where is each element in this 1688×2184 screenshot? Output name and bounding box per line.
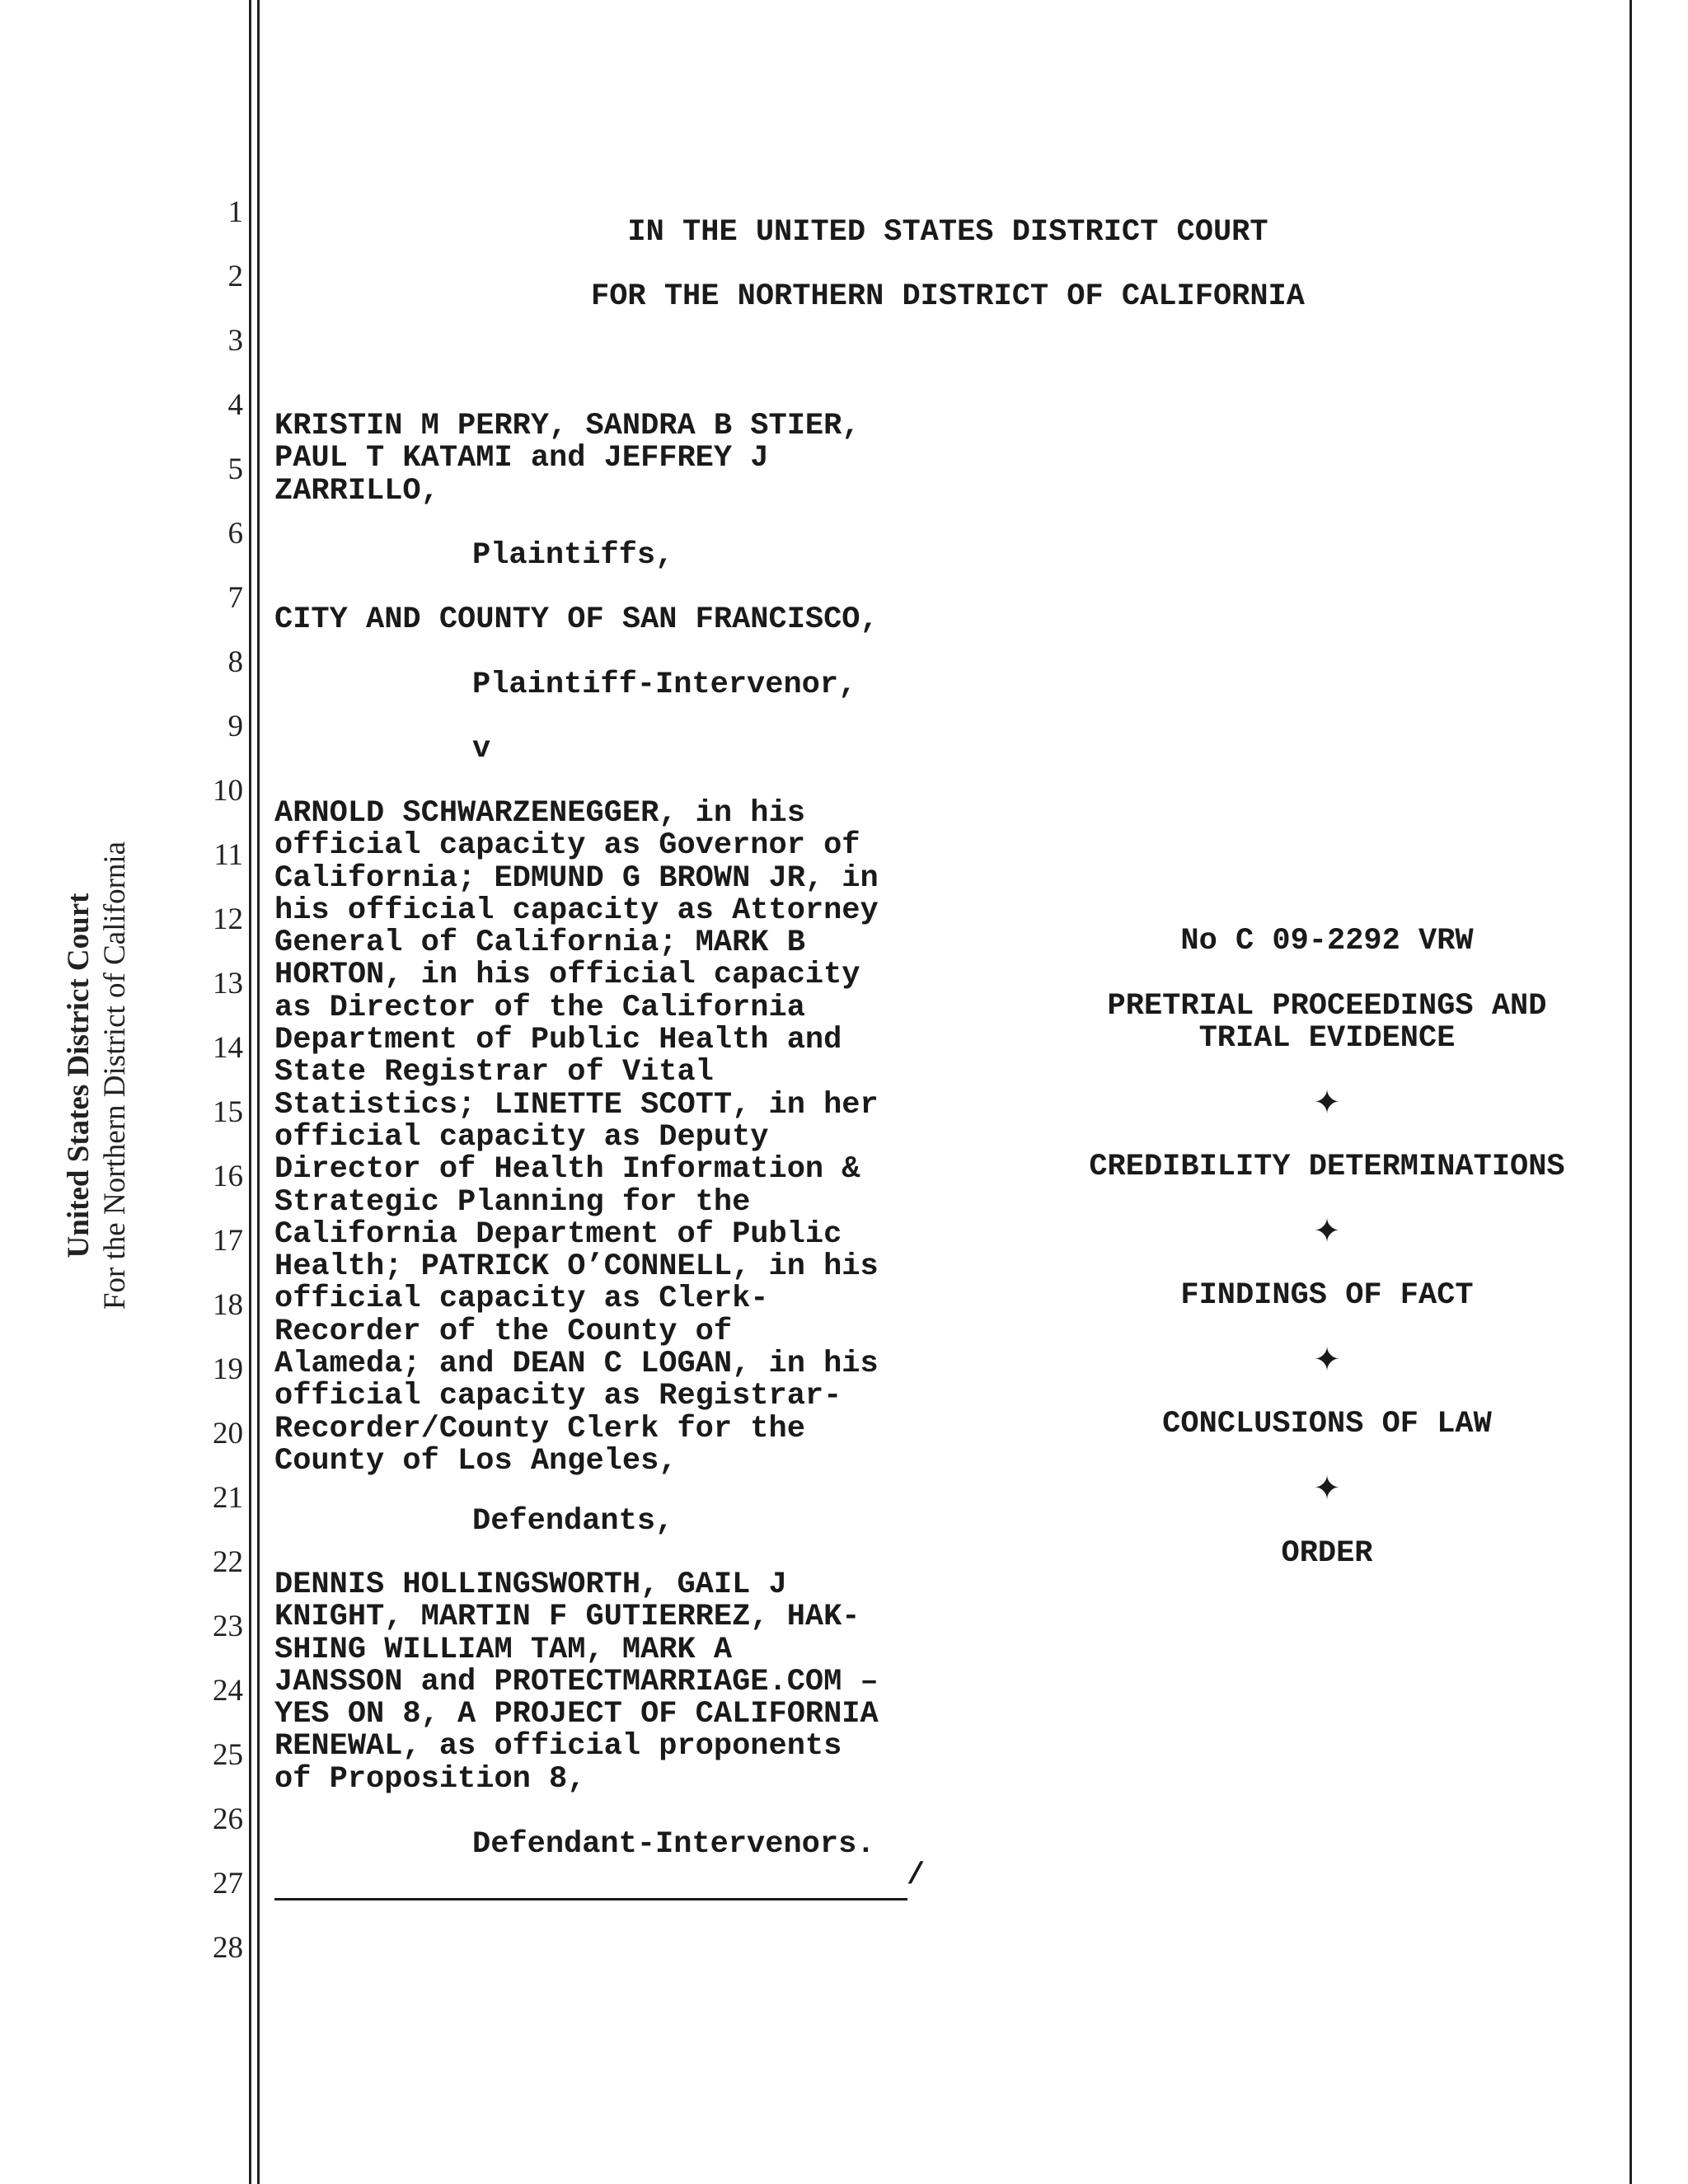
line-number: 3 <box>227 324 243 358</box>
margin-district-name: For the Northern District of California <box>98 841 132 1310</box>
party-line: YES ON 8, A PROJECT OF CALIFORNIA <box>274 1697 879 1732</box>
party-line: CITY AND COUNTY OF SAN FRANCISCO, <box>274 602 879 637</box>
section-title-trial-evidence: TRIAL EVIDENCE <box>1198 1021 1456 1056</box>
line-number: 21 <box>213 1481 243 1515</box>
party-line: official capacity as Governor of <box>274 828 860 864</box>
party-line: official capacity as Clerk- <box>274 1282 769 1317</box>
court-title-line-2: FOR THE NORTHERN DISTRICT OF CALIFORNIA <box>591 279 1305 314</box>
line-number: 9 <box>227 710 243 743</box>
line-number: 7 <box>227 581 243 615</box>
line-number: 8 <box>227 645 243 679</box>
defendant-intervenors-role: Defendant-Intervenors. <box>472 1827 875 1862</box>
line-number: 10 <box>213 774 243 808</box>
caption-closing-slash: / <box>907 1858 926 1893</box>
line-number: 22 <box>213 1545 243 1579</box>
party-line: State Registrar of Vital <box>274 1055 714 1090</box>
line-number: 19 <box>213 1352 243 1386</box>
margin-court-name: United States District Court <box>62 893 96 1258</box>
party-line: General of California; MARK B <box>274 926 805 961</box>
party-line: his official capacity as Attorney <box>274 893 879 928</box>
party-line: PAUL T KATAMI and JEFFREY J <box>274 441 769 476</box>
line-number: 25 <box>213 1738 243 1772</box>
party-line: Statistics; LINETTE SCOTT, in her <box>274 1087 879 1122</box>
line-number: 12 <box>213 902 243 936</box>
party-line: KRISTIN M PERRY, SANDRA B STIER, <box>274 409 860 443</box>
star-separator-icon: ✦ <box>1313 1084 1341 1122</box>
line-number: 5 <box>227 452 243 486</box>
defendants-role: Defendants, <box>472 1504 674 1539</box>
party-line: Department of Public Health and <box>274 1023 842 1058</box>
line-number: 26 <box>213 1802 243 1836</box>
line-number: 11 <box>213 838 243 872</box>
line-number: 15 <box>213 1095 243 1129</box>
defendants-block <box>274 798 959 1478</box>
line-number-column <box>165 0 243 2184</box>
line-number: 13 <box>213 967 243 1001</box>
party-line: ZARRILLO, <box>274 473 439 509</box>
party-line: County of Los Angeles, <box>274 1443 678 1479</box>
party-line: official capacity as Registrar- <box>274 1379 842 1414</box>
case-number: No C 09-2292 VRW <box>1180 924 1474 958</box>
party-line: as Director of the California <box>274 990 805 1025</box>
star-separator-icon: ✦ <box>1313 1341 1341 1379</box>
court-title-line-1: IN THE UNITED STATES DISTRICT COURT <box>627 215 1268 250</box>
line-number: 2 <box>227 260 243 293</box>
line-number: 14 <box>213 1031 243 1065</box>
line-number: 18 <box>213 1288 243 1322</box>
party-line: of Proposition 8, <box>274 1761 586 1797</box>
line-number: 27 <box>213 1867 243 1900</box>
left-margin-rule-inner <box>257 0 260 2184</box>
line-number: 4 <box>227 388 243 422</box>
defendant-intervenors-block <box>274 1569 959 1796</box>
party-line: HORTON, in his official capacity <box>274 958 860 993</box>
party-line: Alameda; and DEAN C LOGAN, in his <box>274 1347 879 1382</box>
line-number: 20 <box>213 1417 243 1451</box>
star-separator-icon: ✦ <box>1313 1469 1341 1507</box>
plaintiffs-role: Plaintiffs, <box>472 538 674 573</box>
party-line: RENEWAL, as official proponents <box>274 1729 842 1765</box>
party-line: official capacity as Deputy <box>274 1119 769 1155</box>
party-line: DENNIS HOLLINGSWORTH, GAIL J <box>274 1568 787 1602</box>
party-line: California; EDMUND G BROWN JR, in <box>274 860 879 896</box>
party-line: SHING WILLIAM TAM, MARK A <box>274 1632 733 1667</box>
line-number: 24 <box>213 1674 243 1708</box>
section-title-conclusions: CONCLUSIONS OF LAW <box>1162 1407 1492 1441</box>
party-line: Strategic Planning for the <box>274 1184 751 1220</box>
caption-closing-rule <box>274 1898 907 1900</box>
versus-label: v <box>472 732 491 766</box>
line-number: 6 <box>227 517 243 551</box>
line-number: 1 <box>227 195 243 229</box>
section-title-pretrial: PRETRIAL PROCEEDINGS AND <box>1107 989 1547 1024</box>
plaintiff-intervenor-role: Plaintiff-Intervenor, <box>472 668 857 702</box>
party-line: ARNOLD SCHWARZENEGGER, in his <box>274 796 805 831</box>
section-title-order: ORDER <box>1281 1536 1373 1571</box>
plaintiff-intervenor-block <box>274 604 959 636</box>
line-number: 16 <box>213 1160 243 1193</box>
star-separator-icon: ✦ <box>1313 1212 1341 1250</box>
line-number: 23 <box>213 1610 243 1643</box>
party-line: KNIGHT, MARTIN F GUTIERREZ, HAK- <box>274 1600 860 1635</box>
line-number: 28 <box>213 1931 243 1965</box>
line-number: 17 <box>213 1224 243 1258</box>
section-title-findings: FINDINGS OF FACT <box>1180 1278 1474 1313</box>
party-line: Health; PATRICK O’CONNELL, in his <box>274 1249 879 1285</box>
right-margin-rule <box>1629 0 1632 2184</box>
court-margin-label <box>61 841 134 1310</box>
party-line: Recorder/County Clerk for the <box>274 1411 805 1446</box>
party-line: Director of Health Information & <box>274 1152 860 1188</box>
party-line: JANSSON and PROTECTMARRIAGE.COM – <box>274 1664 879 1699</box>
section-title-credibility: CREDIBILITY DETERMINATIONS <box>1089 1150 1565 1184</box>
party-line: Recorder of the County of <box>274 1314 733 1349</box>
plaintiffs-block <box>274 410 959 508</box>
left-margin-rule-outer <box>249 0 251 2184</box>
party-line: California Department of Public <box>274 1216 842 1252</box>
